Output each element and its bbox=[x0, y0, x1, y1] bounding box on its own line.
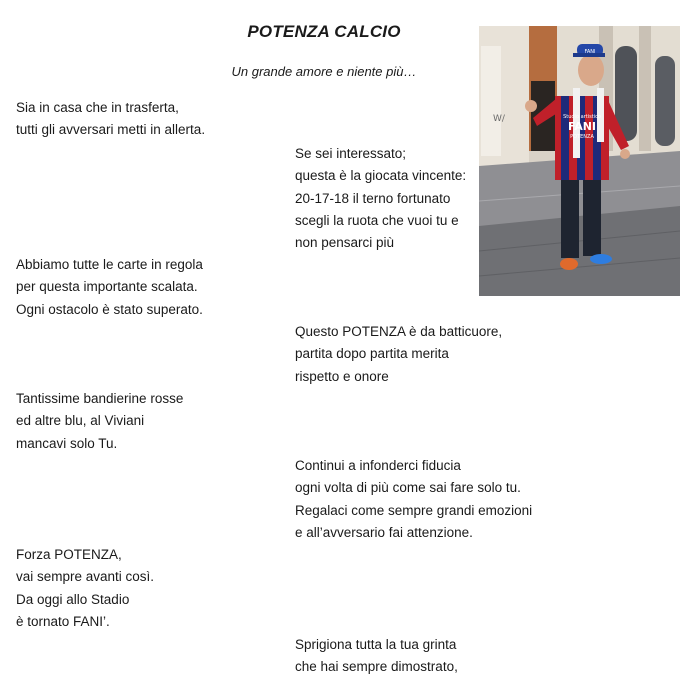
stanza-line: Ogni ostacolo è stato superato. bbox=[16, 301, 203, 317]
stanza-line: partita dopo partita merita bbox=[295, 346, 449, 362]
stanza-line: vai sempre avanti così. bbox=[16, 569, 155, 585]
stanza-2 bbox=[295, 143, 466, 254]
stanza-line: ed altre blu, al Viviani bbox=[16, 413, 145, 429]
stanza-line: rispetto e onore bbox=[295, 368, 389, 384]
stanza-line: Da oggi allo Stadio bbox=[16, 591, 130, 607]
stanza-line: 20-17-18 il terno fortunato bbox=[295, 190, 451, 206]
page-subtitle: Un grande amore e niente più… bbox=[231, 64, 417, 79]
stanza-line: è tornato FANI’. bbox=[16, 613, 110, 629]
stanza-7 bbox=[16, 544, 154, 633]
shirt-text-fani: FANI bbox=[567, 120, 597, 133]
stanza-line: Forza POTENZA, bbox=[16, 547, 122, 562]
stanza-line: Continui a infonderci fiducia bbox=[295, 458, 461, 473]
stanza-line: questa è la giocata vincente: bbox=[295, 168, 467, 184]
svg-text:W/: W/ bbox=[493, 114, 505, 124]
stanza-6 bbox=[295, 455, 532, 544]
stanza-line: ogni volta di più come sai fare solo tu. bbox=[295, 480, 521, 496]
stanza-3 bbox=[16, 254, 203, 321]
stanza-line: mancavi solo Tu. bbox=[16, 435, 118, 451]
stanza-line: scegli la ruota che vuoi tu e bbox=[295, 212, 459, 228]
stanza-line: Sia in casa che in trasferta, bbox=[16, 100, 179, 115]
stanza-line: Se sei interessato; bbox=[295, 146, 407, 161]
stanza-5 bbox=[16, 388, 183, 455]
stanza-line: non pensarci più bbox=[295, 235, 395, 251]
stanza-line: per questa importante scalata. bbox=[16, 279, 198, 295]
supporter-photo bbox=[479, 26, 680, 296]
stanza-line: e all’avversario fai attenzione. bbox=[295, 524, 473, 540]
stanza-1 bbox=[16, 97, 205, 142]
stanza-line: Abbiamo tutte le carte in regola bbox=[16, 257, 203, 272]
shirt-text-potenza: POTENZA bbox=[570, 134, 594, 140]
page-title: POTENZA CALCIO bbox=[247, 22, 401, 41]
stanza-line: che hai sempre dimostrato, bbox=[295, 659, 458, 675]
shirt-text-studio: Studio artistico bbox=[563, 114, 601, 120]
stanza-line: Regalaci come sempre grandi emozioni bbox=[295, 502, 533, 518]
stanza-4 bbox=[295, 321, 502, 388]
stanza-line: Sprigiona tutta la tua grinta bbox=[295, 637, 457, 652]
stanza-8 bbox=[295, 634, 458, 679]
stanza-line: tutti gli avversari metti in allerta. bbox=[16, 122, 206, 138]
stanza-line: Tantissime bandierine rosse bbox=[16, 391, 184, 406]
stanza-line: Questo POTENZA è da batticuore, bbox=[295, 324, 503, 339]
cap-text: FANI bbox=[584, 49, 596, 55]
